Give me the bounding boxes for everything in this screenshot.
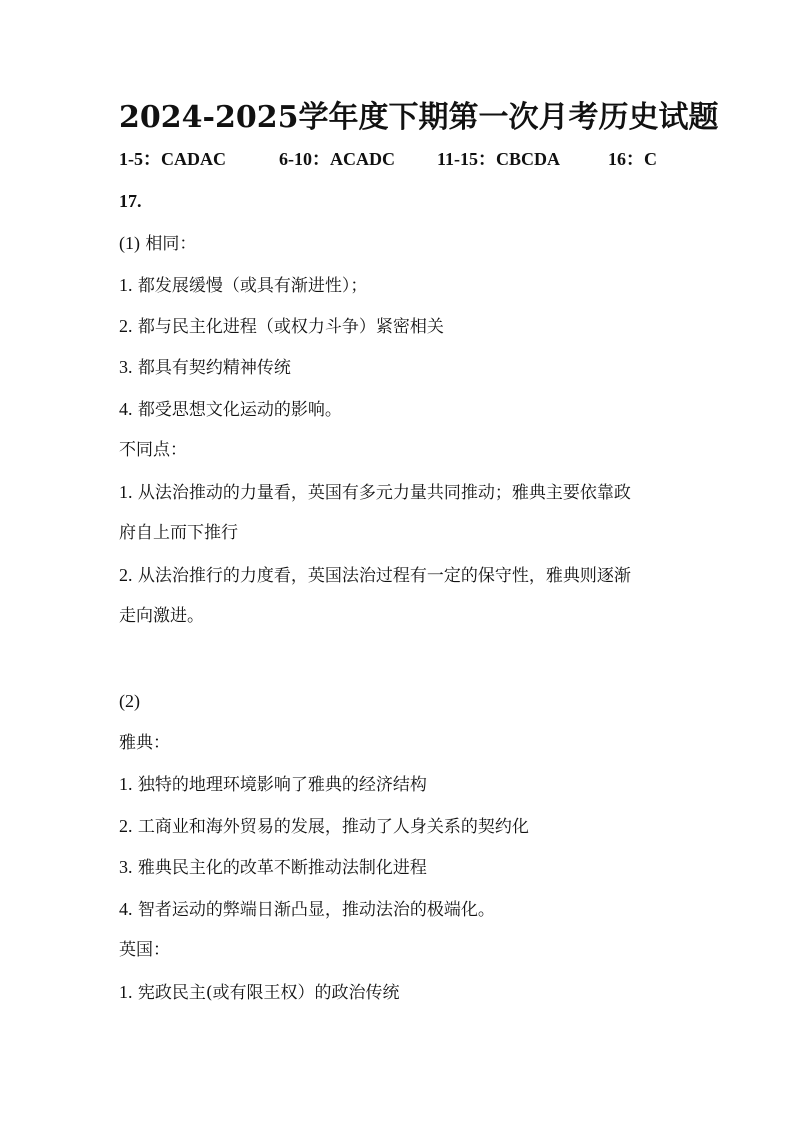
part2-label: (2): [119, 691, 140, 711]
athens-item: [119, 854, 427, 881]
diff-item-line: [119, 562, 631, 589]
item-number: 2.: [119, 565, 133, 585]
diff-item-continuation: 走向激进。: [119, 606, 204, 626]
item-text: 从法治推动的力量看，英国有多元力量共同推动；雅典主要依靠政: [137, 483, 631, 503]
item-text: 智者运动的弊端日渐凸显，推动法治的极端化。: [137, 900, 495, 920]
diff-item-line: [119, 479, 631, 506]
diff-item-continuation: 府自上而下推行: [119, 523, 238, 543]
athens-heading: 雅典：: [119, 733, 170, 753]
item-number: 1.: [119, 275, 133, 295]
answer-key-1-5: 1-5：CADAC: [119, 149, 226, 169]
same-item: [119, 354, 291, 381]
item-number: 2.: [119, 816, 133, 836]
item-text: 独特的地理环境影响了雅典的经济结构: [137, 775, 427, 795]
item-text: 都具有契约精神传统: [137, 358, 291, 378]
item-text: 都发展缓慢（或具有渐进性）；: [137, 276, 368, 296]
athens-item: [119, 771, 427, 798]
part1-label: (1): [119, 233, 140, 253]
item-number: 4.: [119, 399, 133, 419]
item-text: 雅典民主化的改革不断推动法制化进程: [137, 858, 427, 878]
item-number: 1.: [119, 982, 133, 1002]
item-text: 都与民主化进程（或权力斗争）紧密相关: [137, 317, 444, 337]
diff-heading: 不同点：: [119, 440, 187, 460]
document-title: 2024-2025学年度下期第一次月考历史试题: [119, 100, 719, 135]
england-item: [119, 979, 400, 1006]
item-text: 从法治推行的力度看，英国法治过程有一定的保守性，雅典则逐渐: [137, 566, 631, 586]
same-heading-text: 相同：: [145, 234, 197, 254]
same-item: [119, 272, 367, 299]
item-number: 3.: [119, 357, 133, 377]
answer-key-6-10: 6-10：ACADC: [279, 149, 395, 169]
answer-key-16: 16：C: [608, 149, 657, 169]
item-number: 4.: [119, 899, 133, 919]
item-number: 1.: [119, 482, 133, 502]
answer-key-11-15: 11-15：CBCDA: [437, 149, 561, 169]
athens-item: [119, 896, 495, 923]
part1-same-heading: [119, 230, 196, 257]
same-item: [119, 396, 342, 423]
item-number: 3.: [119, 857, 133, 877]
item-text: 都受思想文化运动的影响。: [137, 400, 342, 420]
athens-item: [119, 813, 529, 840]
item-number: 2.: [119, 316, 133, 336]
same-item: [119, 313, 444, 340]
england-heading: 英国：: [119, 940, 170, 960]
question-17-number: 17.: [119, 191, 142, 211]
item-text: 工商业和海外贸易的发展，推动了人身关系的契约化: [137, 817, 529, 837]
item-text: 宪政民主(或有限王权）的政治传统: [137, 983, 400, 1003]
item-number: 1.: [119, 774, 133, 794]
